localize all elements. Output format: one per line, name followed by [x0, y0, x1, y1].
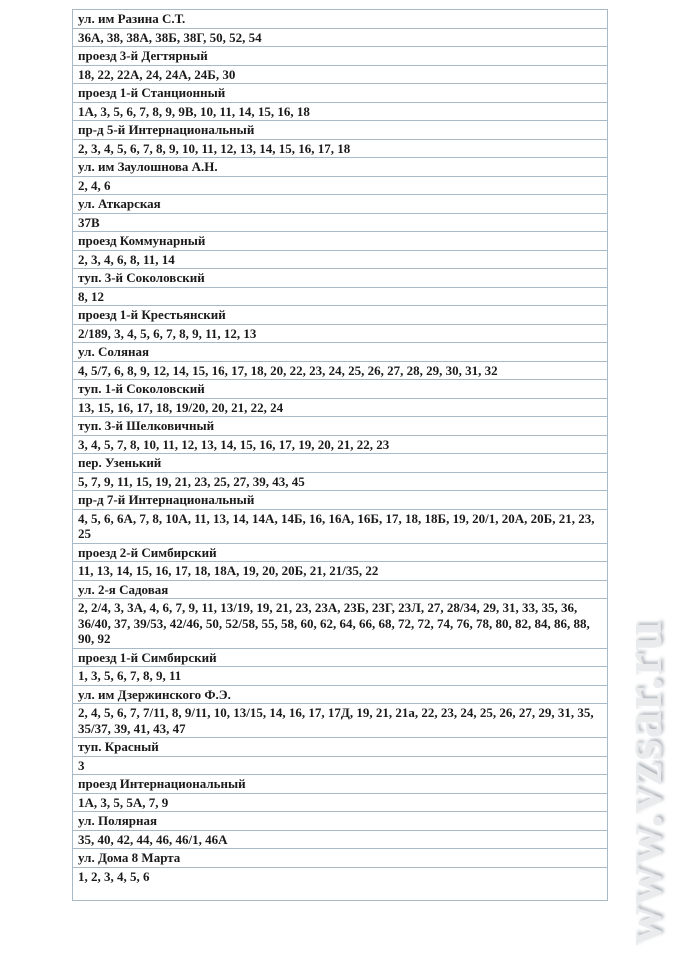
house-numbers-cell-row	[73, 756, 608, 775]
street-name-cell: ул. Аткарская	[73, 195, 608, 214]
house-numbers-cell: 2/189, 3, 4, 5, 6, 7, 8, 9, 11, 12, 13	[73, 324, 608, 343]
street-name-cell-row	[73, 158, 608, 177]
house-numbers-cell: 4, 5/7, 6, 8, 9, 12, 14, 15, 16, 17, 18, 20, 22, 23, 24, 25, 26, 27, 28, 29, 30, 31, 32	[73, 361, 608, 380]
house-numbers-cell-row	[73, 830, 608, 849]
house-numbers-cell: 2, 3, 4, 6, 8, 11, 14	[73, 250, 608, 269]
house-numbers-cell: 2, 3, 4, 5, 6, 7, 8, 9, 10, 11, 12, 13, 14, 15, 16, 17, 18	[73, 139, 608, 158]
house-numbers-cell: 3, 4, 5, 7, 8, 10, 11, 12, 13, 14, 15, 16, 17, 19, 20, 21, 22, 23	[73, 435, 608, 454]
street-name-cell-row	[73, 491, 608, 510]
house-numbers-cell-row	[73, 509, 608, 543]
house-numbers-cell: 8, 12	[73, 287, 608, 306]
house-numbers-cell-row	[73, 65, 608, 84]
street-name-cell-row	[73, 343, 608, 362]
house-numbers-cell: 1А, 3, 5, 6, 7, 8, 9, 9В, 10, 11, 14, 15, 16, 18	[73, 102, 608, 121]
house-numbers-cell: 35, 40, 42, 44, 46, 46/1, 46А	[73, 830, 608, 849]
house-numbers-cell: 2, 2/4, 3, 3А, 4, 6, 7, 9, 11, 13/19, 19, 21, 23, 23А, 23Б, 23Г, 23Л, 27, 28/34, 29, 31, 33, 35, 36, 36/40, 37, 39/53, 42/46, 50, 52/58, 55, 58, 60, 62, 64, 66, 68, 72, 72, 74, 76, 78, 80, 82, 84, 86, 88, 90, 92	[73, 599, 608, 649]
street-name-cell-row	[73, 775, 608, 794]
house-numbers-cell-row	[73, 867, 608, 900]
house-numbers-cell-row	[73, 398, 608, 417]
street-name-cell-row	[73, 685, 608, 704]
street-name-cell-row	[73, 84, 608, 103]
house-numbers-cell-row	[73, 287, 608, 306]
house-numbers-cell-row	[73, 562, 608, 581]
street-name-cell-row	[73, 543, 608, 562]
street-name-cell: ул. Дома 8 Марта	[73, 849, 608, 868]
street-name-cell: проезд 2-й Симбирский	[73, 543, 608, 562]
street-name-cell: туп. 3-й Шелковичный	[73, 417, 608, 436]
house-numbers-cell: 1, 2, 3, 4, 5, 6	[73, 867, 608, 900]
house-numbers-cell-row	[73, 102, 608, 121]
street-name-cell: ул. им Дзержинского Ф.Э.	[73, 685, 608, 704]
house-numbers-cell: 36А, 38, 38А, 38Б, 38Г, 50, 52, 54	[73, 28, 608, 47]
street-name-cell: ул. им Разина С.Т.	[73, 10, 608, 29]
house-numbers-cell-row	[73, 139, 608, 158]
street-name-cell-row	[73, 10, 608, 29]
house-numbers-cell-row	[73, 176, 608, 195]
street-name-cell: ул. Полярная	[73, 812, 608, 831]
street-name-cell: пр-д 5-й Интернациональный	[73, 121, 608, 140]
street-name-cell-row	[73, 121, 608, 140]
street-name-cell: проезд Интернациональный	[73, 775, 608, 794]
house-numbers-cell-row	[73, 250, 608, 269]
street-name-cell-row	[73, 306, 608, 325]
street-name-cell: пр-д 7-й Интернациональный	[73, 491, 608, 510]
address-table-body	[73, 10, 608, 901]
house-numbers-cell: 37В	[73, 213, 608, 232]
house-numbers-cell-row	[73, 472, 608, 491]
house-numbers-cell: 11, 13, 14, 15, 16, 17, 18, 18А, 19, 20, 20Б, 21, 21/35, 22	[73, 562, 608, 581]
street-name-cell: проезд 3-й Дегтярный	[73, 47, 608, 66]
street-name-cell-row	[73, 849, 608, 868]
street-name-cell-row	[73, 648, 608, 667]
street-name-cell-row	[73, 454, 608, 473]
street-name-cell-row	[73, 269, 608, 288]
street-name-cell: проезд Коммунарный	[73, 232, 608, 251]
street-name-cell-row	[73, 417, 608, 436]
house-numbers-cell-row	[73, 704, 608, 738]
watermark: www.vzsar.ru	[613, 619, 673, 945]
house-numbers-cell: 3	[73, 756, 608, 775]
street-name-cell: ул. 2-я Садовая	[73, 580, 608, 599]
street-name-cell-row	[73, 580, 608, 599]
street-name-cell-row	[73, 195, 608, 214]
house-numbers-cell-row	[73, 667, 608, 686]
street-name-cell: туп. Красный	[73, 738, 608, 757]
house-numbers-cell-row	[73, 793, 608, 812]
house-numbers-cell-row	[73, 599, 608, 649]
house-numbers-cell: 2, 4, 6	[73, 176, 608, 195]
house-numbers-cell: 13, 15, 16, 17, 18, 19/20, 20, 21, 22, 24	[73, 398, 608, 417]
house-numbers-cell: 2, 4, 5, 6, 7, 7/11, 8, 9/11, 10, 13/15, 14, 16, 17, 17Д, 19, 21, 21а, 22, 23, 24, 25, 26, 27, 29, 31, 35, 35/37, 39, 41, 43, 47	[73, 704, 608, 738]
street-name-cell: ул. им Заулошнова А.Н.	[73, 158, 608, 177]
street-name-cell: туп. 3-й Соколовский	[73, 269, 608, 288]
house-numbers-cell-row	[73, 361, 608, 380]
street-name-cell-row	[73, 812, 608, 831]
house-numbers-cell-row	[73, 324, 608, 343]
house-numbers-cell: 5, 7, 9, 11, 15, 19, 21, 23, 25, 27, 39, 43, 45	[73, 472, 608, 491]
house-numbers-cell: 18, 22, 22А, 24, 24А, 24Б, 30	[73, 65, 608, 84]
street-name-cell: проезд 1-й Станционный	[73, 84, 608, 103]
address-table	[72, 9, 608, 901]
street-name-cell: проезд 1-й Крестьянский	[73, 306, 608, 325]
house-numbers-cell-row	[73, 28, 608, 47]
street-name-cell-row	[73, 47, 608, 66]
house-numbers-cell: 4, 5, 6, 6А, 7, 8, 10А, 11, 13, 14, 14А, 14Б, 16, 16А, 16Б, 17, 18, 18Б, 19, 20/1, 20А, 20Б, 21, 23, 25	[73, 509, 608, 543]
street-name-cell: проезд 1-й Симбирский	[73, 648, 608, 667]
street-name-cell-row	[73, 232, 608, 251]
house-numbers-cell-row	[73, 213, 608, 232]
house-numbers-cell: 1А, 3, 5, 5А, 7, 9	[73, 793, 608, 812]
street-name-cell: пер. Узенький	[73, 454, 608, 473]
house-numbers-cell-row	[73, 435, 608, 454]
street-name-cell-row	[73, 380, 608, 399]
house-numbers-cell: 1, 3, 5, 6, 7, 8, 9, 11	[73, 667, 608, 686]
street-name-cell: туп. 1-й Соколовский	[73, 380, 608, 399]
street-name-cell: ул. Соляная	[73, 343, 608, 362]
street-name-cell-row	[73, 738, 608, 757]
